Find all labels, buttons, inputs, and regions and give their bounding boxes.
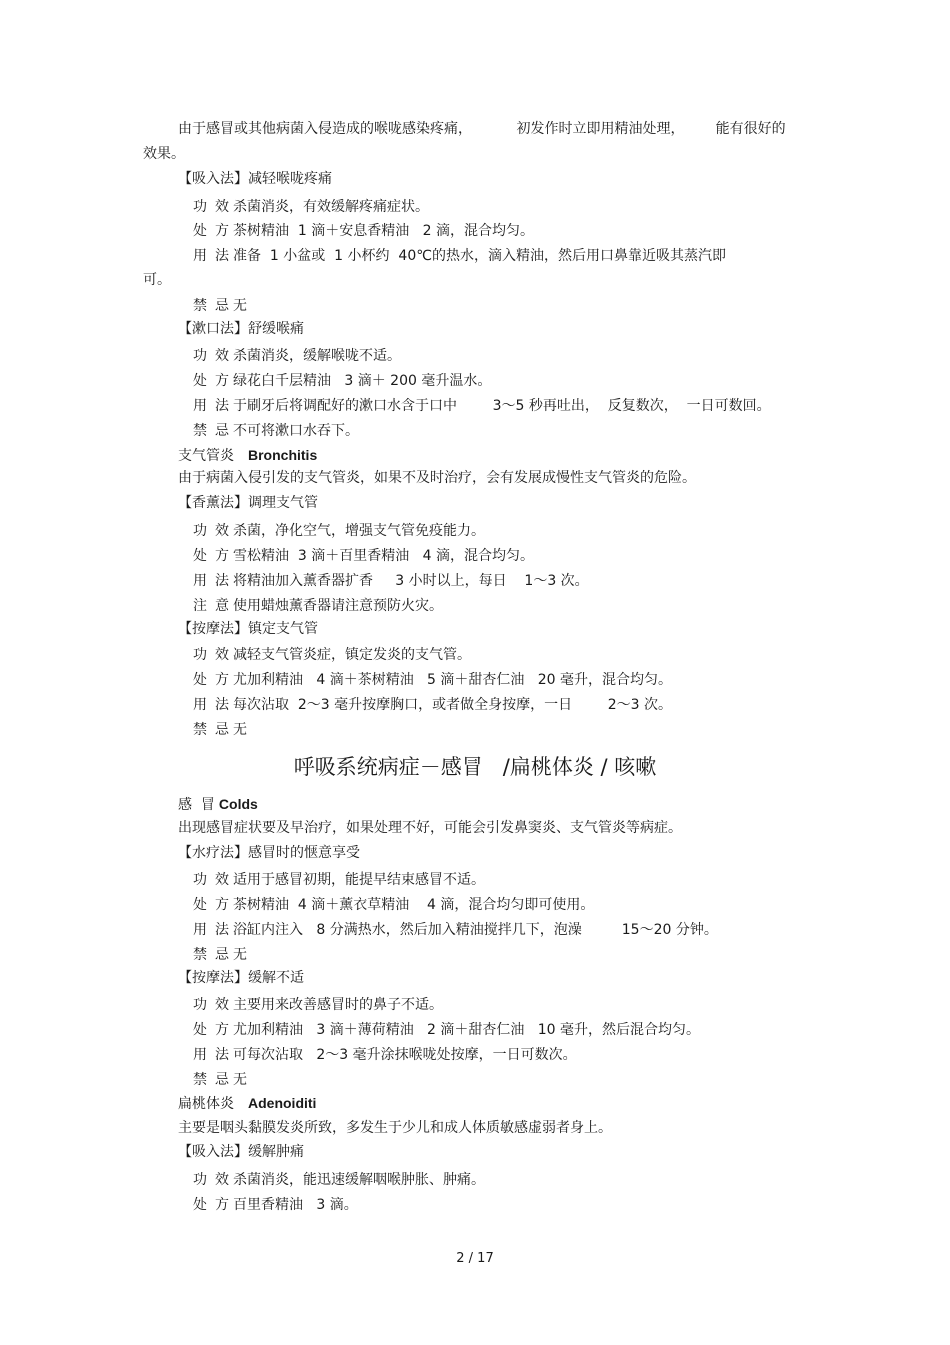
intro-line-1: 由于感冒或其他病菌入侵造成的喉咙感染疼痛， 初发作时立即用精油处理， 能有很好的 [178,121,786,137]
item-effect: 功效杀菌，净化空气，增强支气管免疫能力。 [193,523,485,539]
condition-description: 出现感冒症状要及早治疗，如果处理不好，可能会引发鼻窦炎、支气管炎等病症。 [178,820,682,836]
method-heading: 【漱口法】舒缓喉痛 [178,321,304,337]
item-effect: 功效杀菌消炎，缓解喉咙不适。 [193,348,401,364]
item-contraindication: 禁忌无 [193,947,247,963]
item-caution: 注意使用蜡烛薰香器请注意预防火灾。 [193,598,443,614]
condition-heading-adenoiditis: 扁桃体炎 Adenoiditi [178,1095,317,1112]
item-contraindication: 禁忌无 [193,298,247,314]
condition-description: 由于病菌入侵引发的支气管炎，如果不及时治疗，会有发展成慢性支气管炎的危险。 [178,470,696,486]
method-heading: 【吸入法】缓解肿痛 [178,1144,304,1160]
item-formula: 处方茶树精油 1 滴＋安息香精油 2 滴，混合均匀。 [193,223,534,239]
condition-heading-bronchitis: 支气管炎 Bronchitis [178,447,318,464]
method-heading: 【按摩法】镇定支气管 [178,621,318,637]
page-number: 2 / 17 [456,1251,494,1266]
item-formula: 处方雪松精油 3 滴＋百里香精油 4 滴，混合均匀。 [193,548,534,564]
item-effect: 功效减轻支气管炎症，镇定发炎的支气管。 [193,647,471,663]
method-heading: 【香薰法】调理支气管 [178,495,318,511]
item-effect: 功效杀菌消炎，有效缓解疼痛症状。 [193,199,429,215]
item-effect: 功效杀菌消炎，能迅速缓解咽喉肿胀、肿痛。 [193,1172,485,1188]
method-heading: 【水疗法】感冒时的惬意享受 [178,845,360,861]
item-contraindication: 禁忌无 [193,722,247,738]
item-usage-continued: 可。 [143,272,171,288]
item-usage: 用法浴缸内注入 8 分满热水，然后加入精油搅拌几下，泡澡 15～20 分钟。 [193,922,718,938]
item-usage: 用法准备 1 小盆或 1 小杯约 40℃的热水，滴入精油，然后用口鼻靠近吸其蒸汽即 [193,248,726,264]
item-usage: 用法将精油加入薰香器扩香 3 小时以上，每日 1～3 次。 [193,573,589,589]
intro-line-2: 效果。 [143,146,185,162]
item-usage: 用法于刷牙后将调配好的漱口水含于口中 3～5 秒再吐出， 反复数次， 一日可数回。 [193,398,771,414]
item-contraindication: 禁忌无 [193,1072,247,1088]
item-formula: 处方绿花白千层精油 3 滴＋ 200 毫升温水。 [193,373,492,389]
condition-description: 主要是咽头黏膜发炎所致，多发生于少儿和成人体质敏感虚弱者身上。 [178,1120,612,1136]
condition-heading-colds: 感 冒 Colds [178,796,258,813]
item-contraindication: 禁忌不可将漱口水吞下。 [193,423,359,439]
item-effect: 功效适用于感冒初期，能提早结束感冒不适。 [193,872,485,888]
item-formula: 处方尤加利精油 3 滴＋薄荷精油 2 滴＋甜杏仁油 10 毫升，然后混合均匀。 [193,1022,701,1038]
item-formula: 处方尤加利精油 4 滴＋茶树精油 5 滴＋甜杏仁油 20 毫升，混合均匀。 [193,672,673,688]
item-usage: 用法每次沾取 2～3 毫升按摩胸口，或者做全身按摩，一日 2～3 次。 [193,697,673,713]
item-formula: 处方百里香精油 3 滴。 [193,1197,358,1213]
item-effect: 功效主要用来改善感冒时的鼻子不适。 [193,997,443,1013]
method-heading: 【吸入法】减轻喉咙疼痛 [178,171,332,187]
item-usage: 用法可每次沾取 2～3 毫升涂抹喉咙处按摩，一日可数次。 [193,1047,577,1063]
section-title: 呼吸系统病症－感冒 /扁桃体炎 / 咳嗽 [293,755,657,779]
method-heading: 【按摩法】缓解不适 [178,970,304,986]
item-formula: 处方茶树精油 4 滴＋薰衣草精油 4 滴，混合均匀即可使用。 [193,897,595,913]
